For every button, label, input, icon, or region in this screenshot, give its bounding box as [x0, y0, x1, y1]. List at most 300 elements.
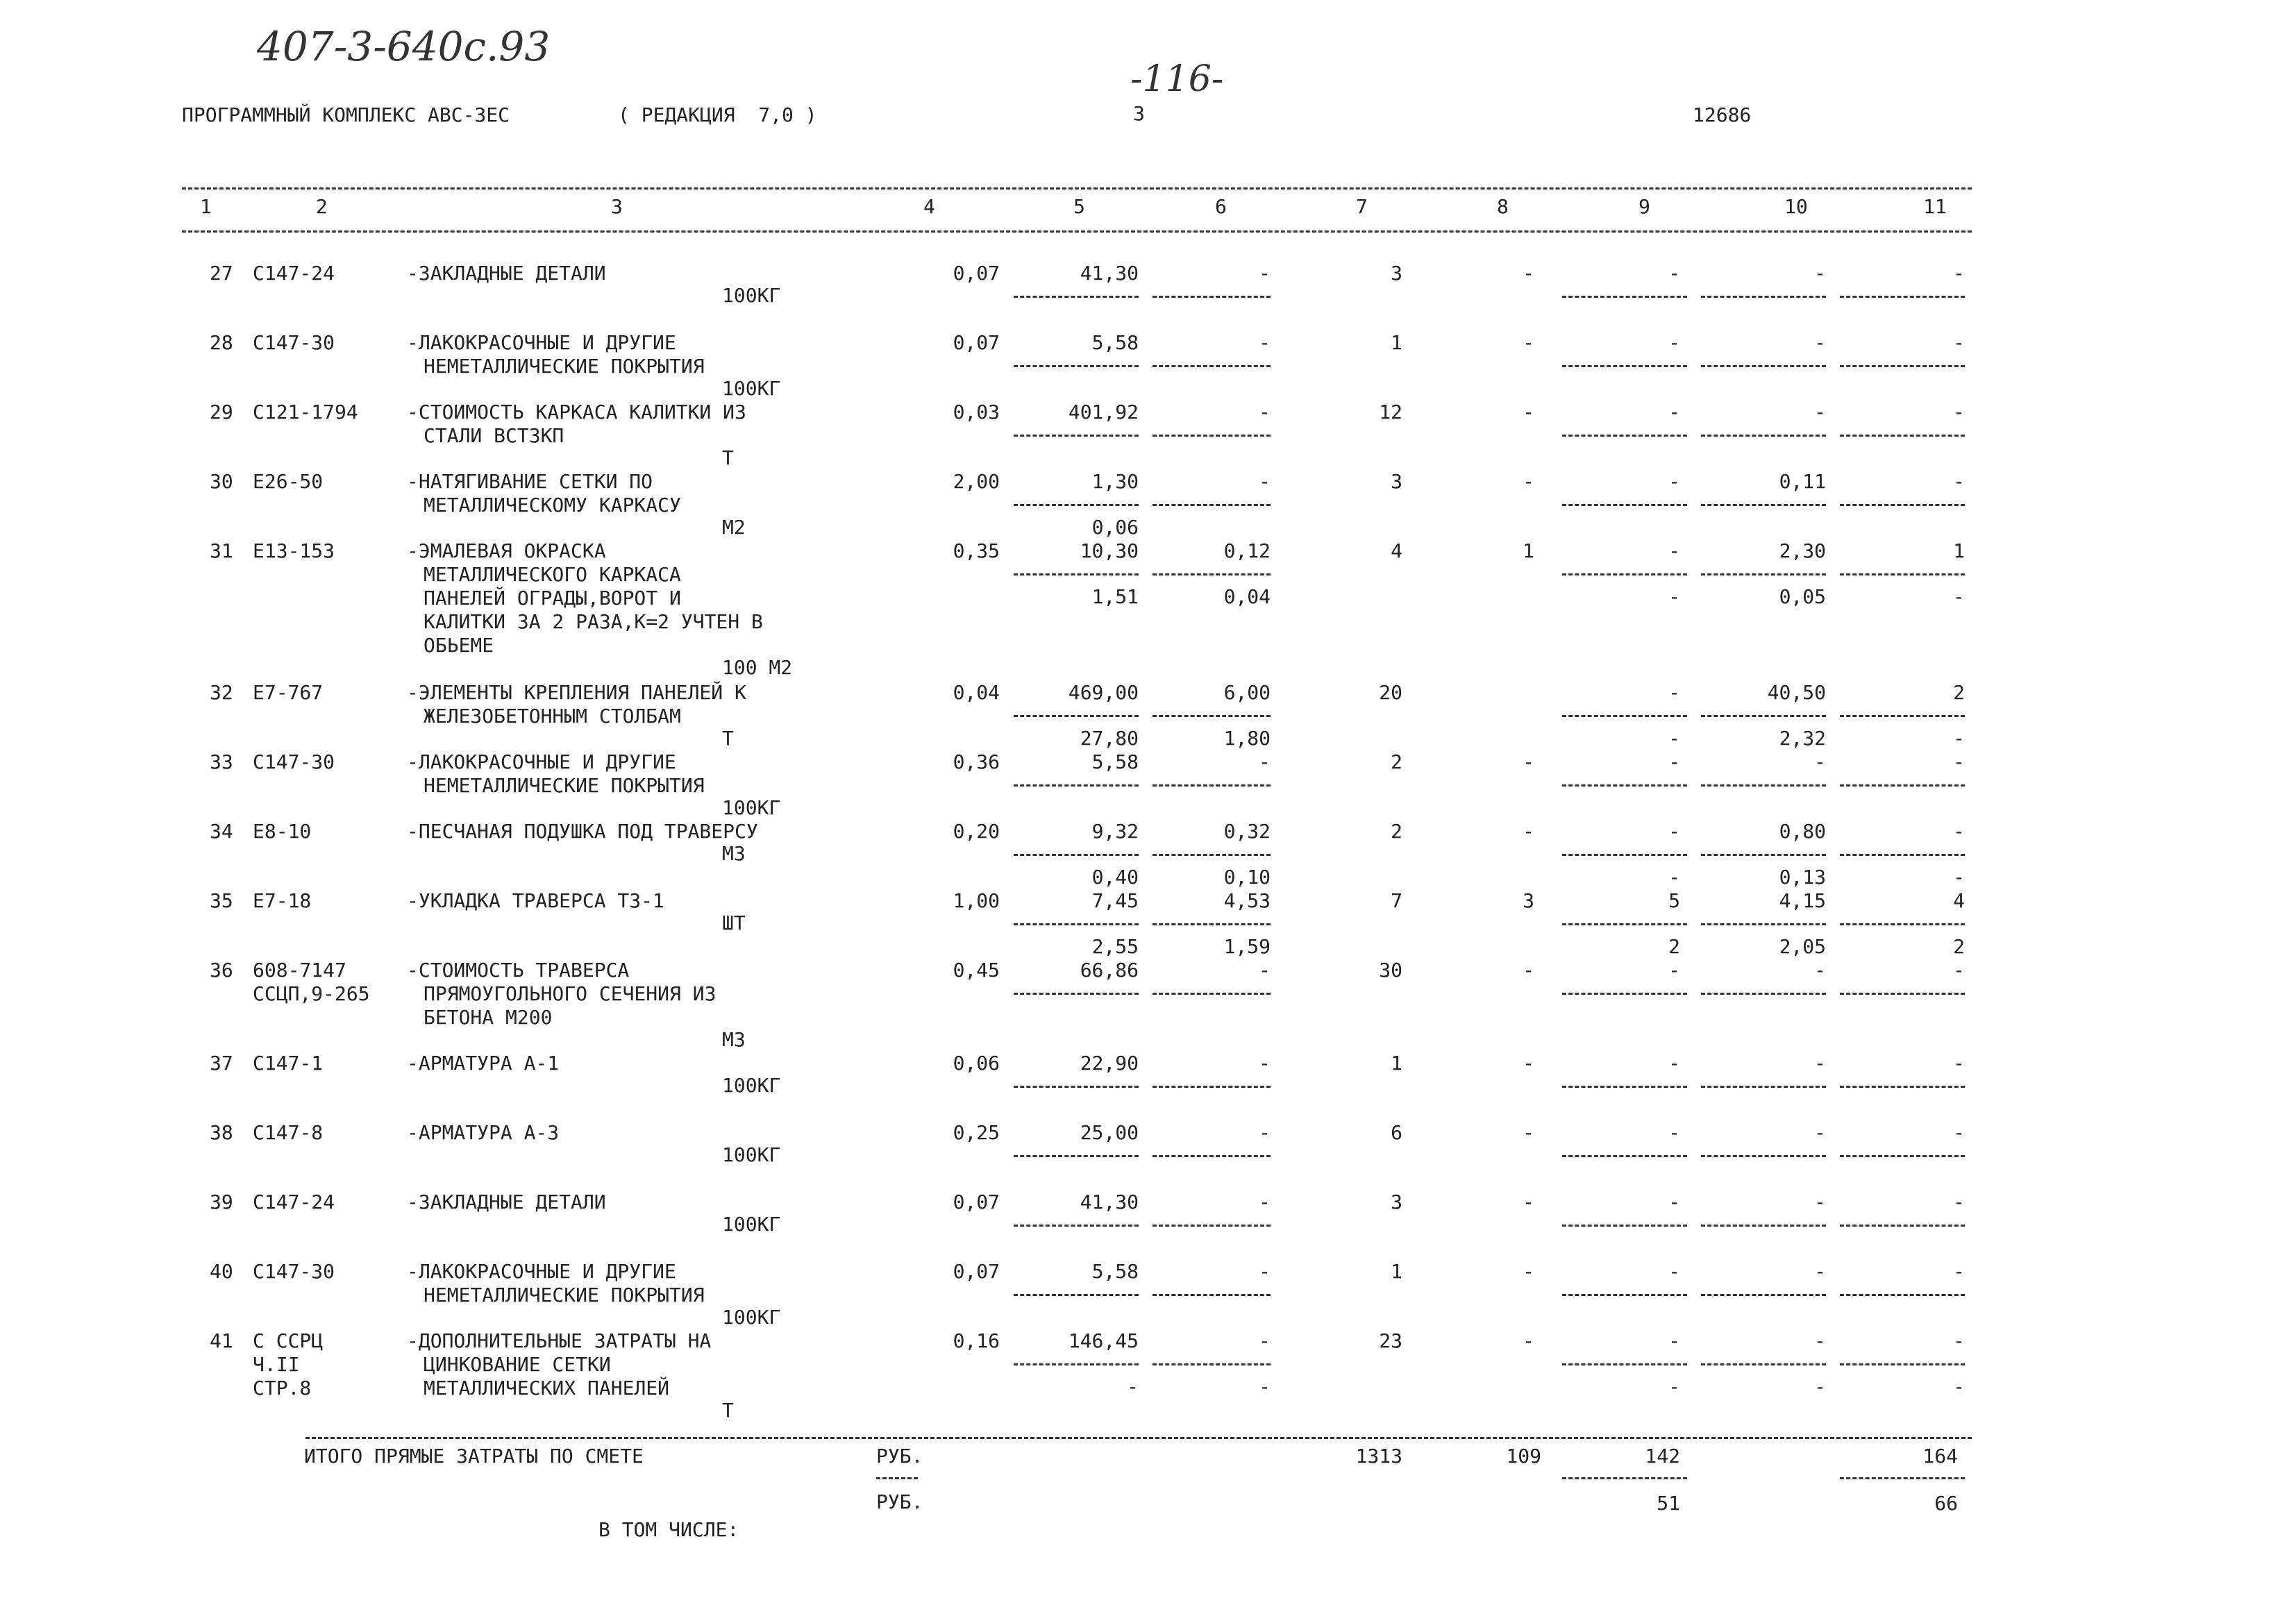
row-col6: 4,53	[1223, 889, 1271, 912]
row-col9: -	[1668, 1260, 1680, 1283]
row-sub-rule-5	[1014, 435, 1139, 437]
row-description-line: -ЭМАЛЕВАЯ ОКРАСКА	[407, 539, 606, 562]
row-unit: Т	[722, 727, 734, 750]
row-sub-rule-6	[1153, 365, 1271, 367]
row-col5: 469,00	[1068, 681, 1139, 704]
table-top-rule	[182, 187, 1972, 190]
row-quantity: 1,00	[953, 889, 1000, 912]
row-col5: 146,45	[1068, 1329, 1139, 1352]
row-col9: -	[1668, 539, 1680, 562]
row-sub-rule-10	[1701, 923, 1826, 925]
row-col8: -	[1523, 959, 1534, 982]
row-col8: -	[1523, 470, 1534, 493]
row-sub-rule-9	[1562, 715, 1687, 717]
row-description-line: -НАТЯГИВАНИЕ СЕТКИ ПО	[407, 470, 653, 493]
row-col5-sub: 2,55	[1091, 935, 1139, 958]
row-description-line: -ЗАКЛАДНЫЕ ДЕТАЛИ	[407, 262, 606, 285]
row-col11: -	[1953, 262, 1965, 285]
row-sub-rule-5	[1014, 365, 1139, 367]
row-description-line: ЦИНКОВАНИЕ СЕТКИ	[424, 1353, 611, 1376]
row-col6-sub: 1,59	[1223, 935, 1271, 958]
row-col10: -	[1814, 331, 1826, 354]
row-unit: М3	[722, 842, 746, 865]
row-col8: -	[1523, 1260, 1534, 1283]
row-col6: -	[1259, 470, 1271, 493]
row-col11: 1	[1953, 539, 1965, 562]
row-sub-rule-6	[1153, 296, 1271, 298]
row-quantity: 0,20	[953, 820, 1000, 843]
row-col5: 41,30	[1080, 262, 1139, 285]
row-sub-rule-10	[1701, 1225, 1826, 1227]
row-quantity: 0,45	[953, 959, 1000, 982]
row-number: 39	[210, 1191, 233, 1213]
row-sub-rule-11	[1840, 573, 1965, 575]
row-col7: 3	[1391, 1191, 1402, 1213]
row-col9: -	[1668, 959, 1680, 982]
row-description-line: -СТОИМОСТЬ КАРКАСА КАЛИТКИ ИЗ	[407, 401, 746, 423]
row-sub-rule-9	[1562, 1294, 1687, 1296]
row-col6-sub: 0,10	[1223, 866, 1271, 889]
row-sub-rule-10	[1701, 504, 1826, 506]
row-col10: 0,11	[1779, 470, 1826, 493]
row-sub-rule-11	[1840, 504, 1965, 506]
row-col10-sub: 0,05	[1779, 585, 1826, 608]
row-col10: -	[1814, 1191, 1826, 1213]
row-col11: -	[1953, 1260, 1965, 1283]
row-sub-rule-6	[1153, 504, 1271, 506]
row-col9: -	[1668, 470, 1680, 493]
row-col6: -	[1259, 401, 1271, 423]
row-col10: 2,30	[1779, 539, 1826, 562]
row-sub-rule-9	[1562, 784, 1687, 787]
row-col5: 41,30	[1080, 1191, 1139, 1213]
row-col7: 3	[1391, 262, 1402, 285]
row-number: 40	[210, 1260, 233, 1283]
column-header-7: 7	[1356, 195, 1368, 218]
row-sub-rule-5	[1014, 1363, 1139, 1365]
row-sub-rule-9	[1562, 573, 1687, 575]
row-description-line: -ЛАКОКРАСОЧНЫЕ И ДРУГИЕ	[407, 1260, 676, 1283]
row-code: 608-7147	[253, 959, 346, 982]
row-col6-sub: 0,04	[1223, 585, 1271, 608]
row-sub-rule-5	[1014, 504, 1139, 506]
handwritten-doc-code: 407-3-640с.93	[257, 23, 551, 70]
column-header-11: 11	[1923, 195, 1947, 218]
totals-rule	[305, 1437, 1972, 1439]
totals-col8: 109	[1506, 1445, 1541, 1468]
row-sub-rule-6	[1153, 1294, 1271, 1296]
row-col10: 40,50	[1767, 681, 1826, 704]
row-unit: 100КГ	[722, 377, 781, 400]
row-sub-rule-9	[1562, 296, 1687, 298]
row-description-line: -СТОИМОСТЬ ТРАВЕРСА	[407, 959, 630, 982]
row-col5-sub: 1,51	[1091, 585, 1139, 608]
row-col9-sub: 2	[1668, 935, 1680, 958]
row-col5: 9,32	[1091, 820, 1139, 843]
row-col9: -	[1668, 262, 1680, 285]
row-description-line: СТАЛИ ВСТЗКП	[424, 424, 564, 447]
row-number: 33	[210, 750, 233, 773]
row-col9: -	[1668, 1121, 1680, 1144]
row-sub-rule-9	[1562, 365, 1687, 367]
row-code: С147-24	[253, 1191, 335, 1213]
row-description-line: -ЛАКОКРАСОЧНЫЕ И ДРУГИЕ	[407, 331, 676, 354]
row-sub-rule-5	[1014, 784, 1139, 787]
row-sub-rule-9	[1562, 993, 1687, 995]
row-sub-rule-6	[1153, 854, 1271, 856]
row-sub-rule-6	[1153, 1225, 1271, 1227]
row-sub-rule-11	[1840, 715, 1965, 717]
row-col5-sub: 27,80	[1080, 727, 1139, 750]
row-col10: -	[1814, 1260, 1826, 1283]
row-col9: -	[1668, 820, 1680, 843]
including-label: В ТОМ ЧИСЛЕ:	[598, 1518, 739, 1541]
row-quantity: 2,00	[953, 470, 1000, 493]
row-col8: -	[1523, 401, 1534, 423]
row-number: 38	[210, 1121, 233, 1144]
row-col10: -	[1814, 1329, 1826, 1352]
row-sub-rule-10	[1701, 854, 1826, 856]
row-sub-rule-11	[1840, 993, 1965, 995]
row-col9: -	[1668, 1191, 1680, 1213]
row-sub-rule-6	[1153, 715, 1271, 717]
row-col8: -	[1523, 750, 1534, 773]
row-col11: -	[1953, 1329, 1965, 1352]
row-sub-rule-10	[1701, 435, 1826, 437]
row-code: Е26-50	[253, 470, 324, 493]
row-sub-rule-11	[1840, 365, 1965, 367]
row-col10-sub: 2,32	[1779, 727, 1826, 750]
row-col11: -	[1953, 820, 1965, 843]
row-description-line: -АРМАТУРА А-3	[407, 1121, 560, 1144]
row-col8: -	[1523, 820, 1534, 843]
row-col10-sub: 0,13	[1779, 866, 1826, 889]
row-description-line: МЕТАЛЛИЧЕСКОМУ КАРКАСУ	[424, 494, 681, 516]
row-code: Е7-767	[253, 681, 324, 704]
row-unit: 100КГ	[722, 1143, 781, 1166]
row-col6: 0,12	[1223, 539, 1271, 562]
row-sub-rule-6	[1153, 923, 1271, 925]
row-sub-rule-11	[1840, 1155, 1965, 1157]
row-number: 28	[210, 331, 233, 354]
row-col8: -	[1523, 1191, 1534, 1213]
row-description-line: БЕТОНА М200	[424, 1006, 553, 1029]
row-number: 30	[210, 470, 233, 493]
row-description-line: -АРМАТУРА А-1	[407, 1052, 560, 1075]
row-number: 37	[210, 1052, 233, 1075]
row-unit: М3	[722, 1028, 746, 1051]
row-col5-sub: -	[1127, 1375, 1139, 1398]
column-header-3: 3	[611, 195, 623, 218]
row-col5: 10,30	[1080, 539, 1139, 562]
row-sub-rule-11	[1840, 784, 1965, 787]
row-col11-sub: -	[1953, 866, 1965, 889]
row-col5-sub: 0,06	[1091, 516, 1139, 539]
row-col6: -	[1259, 959, 1271, 982]
row-col9: -	[1668, 1052, 1680, 1075]
row-col5: 22,90	[1080, 1052, 1139, 1075]
row-col9-sub: -	[1668, 1375, 1680, 1398]
row-sub-rule-6	[1153, 993, 1271, 995]
row-col5: 25,00	[1080, 1121, 1139, 1144]
row-description-line: КАЛИТКИ ЗА 2 РАЗА,К=2 УЧТЕН В	[424, 610, 763, 633]
row-sub-rule-5	[1014, 854, 1139, 856]
row-sub-rule-10	[1701, 784, 1826, 787]
row-col6: -	[1259, 750, 1271, 773]
row-description-line: НЕМЕТАЛЛИЧЕСКИЕ ПОКРЫТИЯ	[424, 774, 705, 797]
row-number: 32	[210, 681, 233, 704]
row-col5: 5,58	[1091, 331, 1139, 354]
row-unit: Т	[722, 1399, 734, 1422]
row-number: 34	[210, 820, 233, 843]
row-sub-rule-6	[1153, 435, 1271, 437]
row-sub-rule-11	[1840, 435, 1965, 437]
row-quantity: 0,07	[953, 262, 1000, 285]
row-quantity: 0,07	[953, 331, 1000, 354]
row-quantity: 0,35	[953, 539, 1000, 562]
row-sub-rule-5	[1014, 993, 1139, 995]
row-col6-sub: 1,80	[1223, 727, 1271, 750]
row-description-line: ОБЬЕМЕ	[424, 634, 494, 657]
row-col9: -	[1668, 681, 1680, 704]
totals-col9: 142	[1645, 1445, 1680, 1468]
row-sub-rule-11	[1840, 1294, 1965, 1296]
row-code: Е7-18	[253, 889, 312, 912]
row-sub-rule-5	[1014, 1294, 1139, 1296]
program-title: ПРОГРАММНЫЙ КОМПЛЕКС АВС-ЗЕС	[182, 103, 510, 126]
row-sub-rule-10	[1701, 1294, 1826, 1296]
row-col5: 401,92	[1068, 401, 1139, 423]
row-code: С121-1794	[253, 401, 358, 423]
row-code-3: СТР.8	[253, 1377, 312, 1399]
row-sub-rule-5	[1014, 296, 1139, 298]
row-number: 41	[210, 1329, 233, 1352]
row-description-line: -ЭЛЕМЕНТЫ КРЕПЛЕНИЯ ПАНЕЛЕЙ К	[407, 681, 746, 704]
row-col7: 20	[1379, 681, 1402, 704]
row-col7: 1	[1391, 331, 1402, 354]
row-description-line: -ПЕСЧАНАЯ ПОДУШКА ПОД ТРАВЕРСУ	[407, 820, 758, 843]
row-col6: 0,32	[1223, 820, 1271, 843]
row-sub-rule-10	[1701, 1155, 1826, 1157]
row-col10: -	[1814, 1121, 1826, 1144]
row-col9: -	[1668, 1329, 1680, 1352]
row-col6: -	[1259, 1052, 1271, 1075]
row-code: С147-30	[253, 1260, 335, 1283]
row-col10: -	[1814, 262, 1826, 285]
row-col7: 1	[1391, 1052, 1402, 1075]
row-col8: -	[1523, 331, 1534, 354]
row-col7: 4	[1391, 539, 1402, 562]
row-sub-rule-6	[1153, 573, 1271, 575]
row-unit: 100КГ	[722, 1074, 781, 1097]
row-col9-sub: -	[1668, 585, 1680, 608]
row-quantity: 0,03	[953, 401, 1000, 423]
row-quantity: 0,07	[953, 1191, 1000, 1213]
row-code-2: ССЦП,9-265	[253, 982, 370, 1005]
row-col6: -	[1259, 1329, 1271, 1352]
row-col5-sub: 0,40	[1091, 866, 1139, 889]
table-header-rule	[182, 230, 1972, 233]
row-col11-sub: -	[1953, 585, 1965, 608]
row-col9-sub: -	[1668, 866, 1680, 889]
row-col10: 0,80	[1779, 820, 1826, 843]
row-col7: 2	[1391, 750, 1402, 773]
totals-col9-sub: 51	[1657, 1492, 1680, 1515]
totals-sub-rule-9	[1562, 1477, 1687, 1479]
row-col7: 12	[1379, 401, 1402, 423]
totals-currency: РУБ.	[876, 1445, 923, 1468]
row-col7: 30	[1379, 959, 1402, 982]
row-number: 36	[210, 959, 233, 982]
row-code-2: Ч.II	[253, 1353, 300, 1376]
row-col7: 1	[1391, 1260, 1402, 1283]
row-description-line: ПРЯМОУГОЛЬНОГО СЕЧЕНИЯ ИЗ	[424, 982, 717, 1005]
row-col11: -	[1953, 750, 1965, 773]
row-unit: 100КГ	[722, 1213, 781, 1236]
column-header-6: 6	[1215, 195, 1227, 218]
row-code: Е13-153	[253, 539, 335, 562]
row-sub-rule-10	[1701, 365, 1826, 367]
row-col11: -	[1953, 470, 1965, 493]
row-col10-sub: 2,05	[1779, 935, 1826, 958]
row-col11: -	[1953, 1052, 1965, 1075]
row-col7: 23	[1379, 1329, 1402, 1352]
totals-sub-rule-11	[1840, 1477, 1965, 1479]
row-sub-rule-10	[1701, 1363, 1826, 1365]
row-unit: 100КГ	[722, 284, 781, 307]
row-number: 31	[210, 539, 233, 562]
row-description-line: НЕМЕТАЛЛИЧЕСКИЕ ПОКРЫТИЯ	[424, 1284, 705, 1306]
column-header-9: 9	[1639, 195, 1650, 218]
row-sub-rule-10	[1701, 296, 1826, 298]
row-description-line: ЖЕЛЕЗОБЕТОННЫМ СТОЛБАМ	[424, 705, 681, 728]
sheet-number: 3	[1133, 102, 1145, 125]
row-col11: -	[1953, 1191, 1965, 1213]
row-col9: -	[1668, 401, 1680, 423]
row-col10: -	[1814, 750, 1826, 773]
row-col10: -	[1814, 1052, 1826, 1075]
row-col9: 5	[1668, 889, 1680, 912]
row-col7: 6	[1391, 1121, 1402, 1144]
row-quantity: 0,07	[953, 1260, 1000, 1283]
row-col10: -	[1814, 959, 1826, 982]
row-col6: -	[1259, 262, 1271, 285]
column-header-8: 8	[1497, 195, 1509, 218]
row-col11: -	[1953, 959, 1965, 982]
row-col5: 1,30	[1091, 470, 1139, 493]
row-code: С147-30	[253, 331, 335, 354]
row-col11-sub: -	[1953, 1375, 1965, 1398]
row-description-line: -ЗАКЛАДНЫЕ ДЕТАЛИ	[407, 1191, 606, 1213]
row-col7: 2	[1391, 820, 1402, 843]
row-sub-rule-10	[1701, 573, 1826, 575]
row-sub-rule-10	[1701, 1086, 1826, 1088]
row-number: 27	[210, 262, 233, 285]
row-col6: -	[1259, 1121, 1271, 1144]
row-quantity: 0,16	[953, 1329, 1000, 1352]
row-sub-rule-9	[1562, 923, 1687, 925]
row-col8: -	[1523, 1052, 1534, 1075]
row-description-line: -УКЛАДКА ТРАВЕРСА ТЗ-1	[407, 889, 664, 912]
row-quantity: 0,04	[953, 681, 1000, 704]
row-code: Е8-10	[253, 820, 312, 843]
row-col7: 7	[1391, 889, 1402, 912]
row-sub-rule-9	[1562, 435, 1687, 437]
row-quantity: 0,06	[953, 1052, 1000, 1075]
row-sub-rule-9	[1562, 1225, 1687, 1227]
row-code: С ССРЦ	[253, 1329, 324, 1352]
row-description-line: МЕТАЛЛИЧЕСКОГО КАРКАСА	[424, 563, 681, 586]
edition-label: ( РЕДАКЦИЯ 7,0 )	[618, 103, 817, 126]
row-col10: -	[1814, 401, 1826, 423]
row-sub-rule-10	[1701, 993, 1826, 995]
row-col5: 66,86	[1080, 959, 1139, 982]
document-code: 12686	[1693, 103, 1752, 126]
row-number: 29	[210, 401, 233, 423]
row-code: С147-8	[253, 1121, 324, 1144]
row-col11-sub: -	[1953, 727, 1965, 750]
column-header-5: 5	[1073, 195, 1085, 218]
row-col6: -	[1259, 1260, 1271, 1283]
row-unit: 100 М2	[722, 656, 793, 679]
row-col6: 6,00	[1223, 681, 1271, 704]
row-col11: -	[1953, 331, 1965, 354]
row-sub-rule-5	[1014, 715, 1139, 717]
row-col11-sub: 2	[1953, 935, 1965, 958]
row-quantity: 0,25	[953, 1121, 1000, 1144]
row-col11: 2	[1953, 681, 1965, 704]
row-sub-rule-9	[1562, 1155, 1687, 1157]
totals-label: ИТОГО ПРЯМЫЕ ЗАТРАТЫ ПО СМЕТЕ	[304, 1445, 644, 1468]
row-col5: 5,58	[1091, 1260, 1139, 1283]
row-description-line: ПАНЕЛЕЙ ОГРАДЫ,ВОРОТ И	[424, 587, 681, 609]
row-col6: -	[1259, 1191, 1271, 1213]
row-sub-rule-9	[1562, 1086, 1687, 1088]
row-col8: -	[1523, 262, 1534, 285]
row-sub-rule-9	[1562, 504, 1687, 506]
row-col7: 3	[1391, 470, 1402, 493]
row-unit: Т	[722, 446, 734, 469]
row-code: С147-24	[253, 262, 335, 285]
row-col6-sub: -	[1259, 1375, 1271, 1398]
row-sub-rule-10	[1701, 715, 1826, 717]
row-sub-rule-5	[1014, 1225, 1139, 1227]
column-header-4: 4	[923, 195, 935, 218]
totals-currency-2: РУБ.	[876, 1490, 923, 1513]
row-col9-sub: -	[1668, 727, 1680, 750]
row-sub-rule-5	[1014, 1086, 1139, 1088]
column-header-10: 10	[1784, 195, 1808, 218]
row-unit: 100КГ	[722, 796, 781, 819]
row-col5: 7,45	[1091, 889, 1139, 912]
row-sub-rule-6	[1153, 1086, 1271, 1088]
row-sub-rule-11	[1840, 923, 1965, 925]
row-description-line: НЕМЕТАЛЛИЧЕСКИЕ ПОКРЫТИЯ	[424, 355, 705, 378]
row-col8: -	[1523, 1121, 1534, 1144]
row-description-line: МЕТАЛЛИЧЕСКИХ ПАНЕЛЕЙ	[424, 1377, 670, 1399]
totals-currency-rule	[876, 1477, 918, 1479]
handwritten-page-number: -116-	[1130, 58, 1224, 100]
row-unit: ШТ	[722, 911, 746, 934]
row-description-line: -ДОПОЛНИТЕЛЬНЫЕ ЗАТРАТЫ НА	[407, 1329, 712, 1352]
totals-col11: 164	[1922, 1445, 1958, 1468]
row-sub-rule-5	[1014, 1155, 1139, 1157]
row-quantity: 0,36	[953, 750, 1000, 773]
row-col8: -	[1523, 1329, 1534, 1352]
row-sub-rule-11	[1840, 1225, 1965, 1227]
row-sub-rule-11	[1840, 854, 1965, 856]
row-number: 35	[210, 889, 233, 912]
